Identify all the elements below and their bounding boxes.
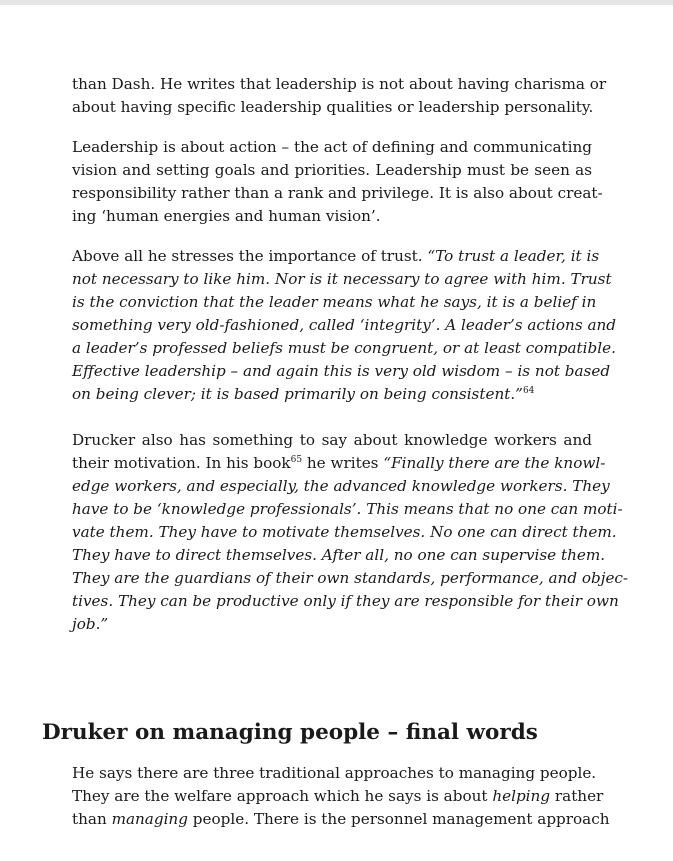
quote-text: is the conviction that the leader means what he says, it is a belief in — [72, 293, 597, 311]
text-line: vision and setting goals and priorities. Leadership must be seen as — [72, 161, 592, 179]
text-line: He says there are three traditional approaches to managing people. — [72, 764, 597, 782]
text-plain: their motivation. In his book — [72, 454, 291, 472]
emphasis-text: managing — [111, 810, 188, 828]
text-line: responsibility rather than a rank and privilege. It is also about creat- — [72, 184, 603, 202]
text-line — [72, 808, 610, 831]
quote-line — [72, 314, 617, 337]
quote-text: tives. They can be productive only if they are responsible for their own — [72, 592, 619, 610]
quote-text: have to be ‘knowledge professionals’. This means that no one can moti- — [72, 500, 623, 518]
quote-text: not necessary to like him. Nor is it necessary to agree with him. Trust — [72, 270, 612, 288]
quote-text: Effective leadership – and again this is very old wisdom – is not based — [72, 362, 611, 380]
quote-text: job.” — [72, 615, 109, 633]
text-plain: people. There is the personnel management approach — [187, 810, 610, 828]
quote-text: vate them. They have to motivate themselves. No one can direct them. — [72, 523, 617, 541]
text-plain: They are the welfare approach which he says is about — [72, 787, 493, 805]
quote-line — [72, 337, 616, 360]
quote-line — [72, 268, 612, 291]
text-line — [72, 245, 600, 268]
paragraph-5 — [72, 762, 610, 831]
quote-line — [72, 360, 611, 383]
quote-line — [72, 613, 592, 636]
quote-text: They are the guardians of their own standards, performance, and objec- — [72, 569, 629, 587]
paragraph-2 — [72, 136, 603, 228]
top-bar — [0, 0, 673, 5]
quote-line — [72, 498, 623, 521]
text-line: than Dash. He writes that leadership is not about having charisma or — [72, 75, 607, 93]
quote-text: “Finally there are the knowl- — [383, 454, 606, 472]
quote-line — [72, 383, 592, 406]
text-line — [72, 452, 606, 475]
quote-text: “To trust a leader, it is — [427, 247, 600, 265]
quote-line — [72, 567, 629, 590]
quote-text: edge workers, and especially, the advanced knowledge workers. They — [72, 477, 610, 495]
quote-line — [72, 291, 597, 314]
section-heading: Druker on managing people – final words — [42, 720, 538, 745]
text-plain: than — [72, 810, 112, 828]
text-line: ing ‘human energies and human vision’. — [72, 207, 381, 225]
footnote-ref[interactable]: 65 — [290, 454, 303, 465]
text-plain: he writes — [302, 454, 384, 472]
text-plain: Above all he stresses the importance of trust. — [72, 247, 428, 265]
quote-text: something very old-fashioned, called ‘integrity’. A leader’s actions and — [72, 316, 617, 334]
paragraph-3 — [72, 245, 617, 406]
text-line: Leadership is about action – the act of defining and communicating — [72, 138, 592, 156]
quote-line — [72, 544, 606, 567]
quote-line — [72, 590, 619, 613]
quote-text: a leader’s professed beliefs must be congruent, or at least compatible. — [72, 339, 616, 357]
text-line — [72, 785, 604, 808]
quote-line — [72, 475, 610, 498]
quote-text: on being clever; it is based primarily on being consistent.” — [72, 385, 523, 403]
emphasis-text: helping — [492, 787, 551, 805]
footnote-ref[interactable]: 64 — [522, 385, 535, 396]
quote-line — [72, 521, 617, 544]
paragraph-1 — [72, 73, 607, 119]
text-plain: rather — [550, 787, 604, 805]
paragraph-4 — [72, 429, 629, 636]
text-line: about having specific leadership qualities or leadership personality. — [72, 98, 594, 116]
quote-text: They have to direct themselves. After all, no one can supervise them. — [72, 546, 606, 564]
text-line: Drucker also has something to say about knowledge workers and — [72, 431, 592, 449]
